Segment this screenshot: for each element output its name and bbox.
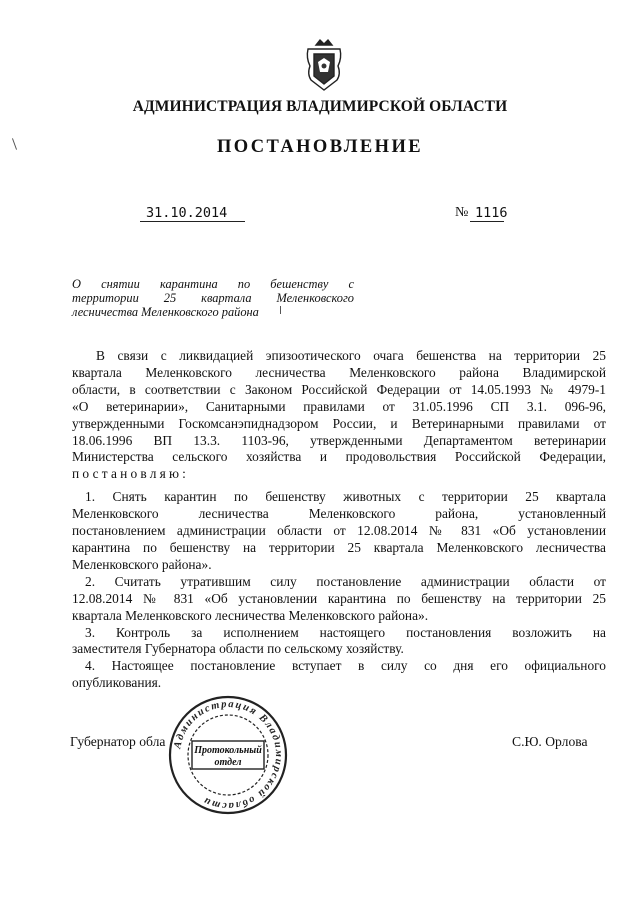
body-line: В связи с ликвидацией эпизоотического очага бешенства на территории 25: [96, 348, 606, 363]
item-paragraph: [72, 489, 606, 574]
document-subject: [72, 277, 354, 319]
body-line: области, в соответствии с Законом Российской Федерации от 14.05.1993 № 4979-1: [72, 381, 606, 397]
document-date: 31.10.2014: [146, 205, 228, 221]
body-line: карантина по бешенству на территории 25 квартала Меленковского лесничества: [72, 539, 606, 555]
body-line: Меленковского района».: [72, 556, 212, 572]
item-paragraph: [72, 658, 606, 692]
stamp-center-line: отдел: [214, 757, 242, 768]
subject-line: О снятии карантина по бешенству с: [72, 277, 354, 291]
body-line: Министерства сельского хозяйства и продовольствия Российской Федерации,: [72, 449, 606, 465]
subject-line: территории 25 квартала Меленковского: [72, 291, 354, 305]
document-number: 1116: [475, 205, 508, 221]
stamp-center-line: Протокольный: [194, 745, 262, 756]
signatory-name: С.Ю. Орлова: [512, 734, 588, 749]
body-line: 3. Контроль за исполнением настоящего постановления возложить на: [85, 624, 606, 640]
intro-paragraph: [72, 348, 606, 483]
body-line: квартала Меленковского лесничества Меленковского района Владимирской: [72, 364, 606, 380]
item-paragraph: [72, 574, 606, 625]
document-type-title: ПОСТАНОВЛЕНИЕ: [216, 137, 423, 157]
body-line: 2. Считать утратившим силу постановление администрации области от: [85, 573, 606, 589]
coat-of-arms-icon: [302, 36, 346, 94]
body-line: 18.06.1996 ВП 13.3. 1103-96, утвержденными Департаментом ветеринарии: [72, 432, 606, 448]
date-underline: [140, 221, 245, 222]
resolve-word: постановляю:: [72, 466, 190, 482]
body-line: 4. Настоящее постановление вступает в силу со дня его официального: [85, 658, 606, 674]
signatory-position: Губернатор обла: [70, 734, 166, 749]
body-line: квартала Меленковского лесничества Меленковского района».: [72, 607, 429, 623]
official-stamp: [166, 693, 290, 817]
body-line: Меленковского лесничества Меленковского района, установленный: [72, 506, 606, 522]
item-paragraph: [72, 625, 606, 659]
document-body: [72, 348, 606, 692]
number-sign: №: [455, 205, 469, 220]
stamp-ring-text: Администрация Владимирской области: [172, 698, 285, 812]
body-line: 1. Снять карантин по бешенству животных с территории 25 квартала: [85, 489, 606, 505]
body-line: «О ветеринарии», Санитарными правилами от 31.05.1996 СП 3.1. 096-96,: [72, 398, 606, 414]
body-line: заместителя Губернатора области по сельскому хозяйству.: [72, 641, 404, 657]
body-line: постановлением администрации области от 12.08.2014 № 831 «Об установлении: [72, 523, 606, 539]
body-line: опубликования.: [72, 675, 162, 691]
scan-mark: [280, 306, 281, 314]
body-line: 12.08.2014 № 831 «Об установлении карантина по бешенству на территории 25: [72, 590, 606, 606]
body-line: утвержденными Госкомсанэпиднадзором России, и Ветеринарными правилами от: [72, 415, 606, 431]
organization-title: АДМИНИСТРАЦИЯ ВЛАДИМИРСКОЙ ОБЛАСТИ: [132, 98, 508, 115]
number-underline: [470, 221, 504, 222]
subject-line: лесничества Меленковского района: [72, 305, 259, 319]
